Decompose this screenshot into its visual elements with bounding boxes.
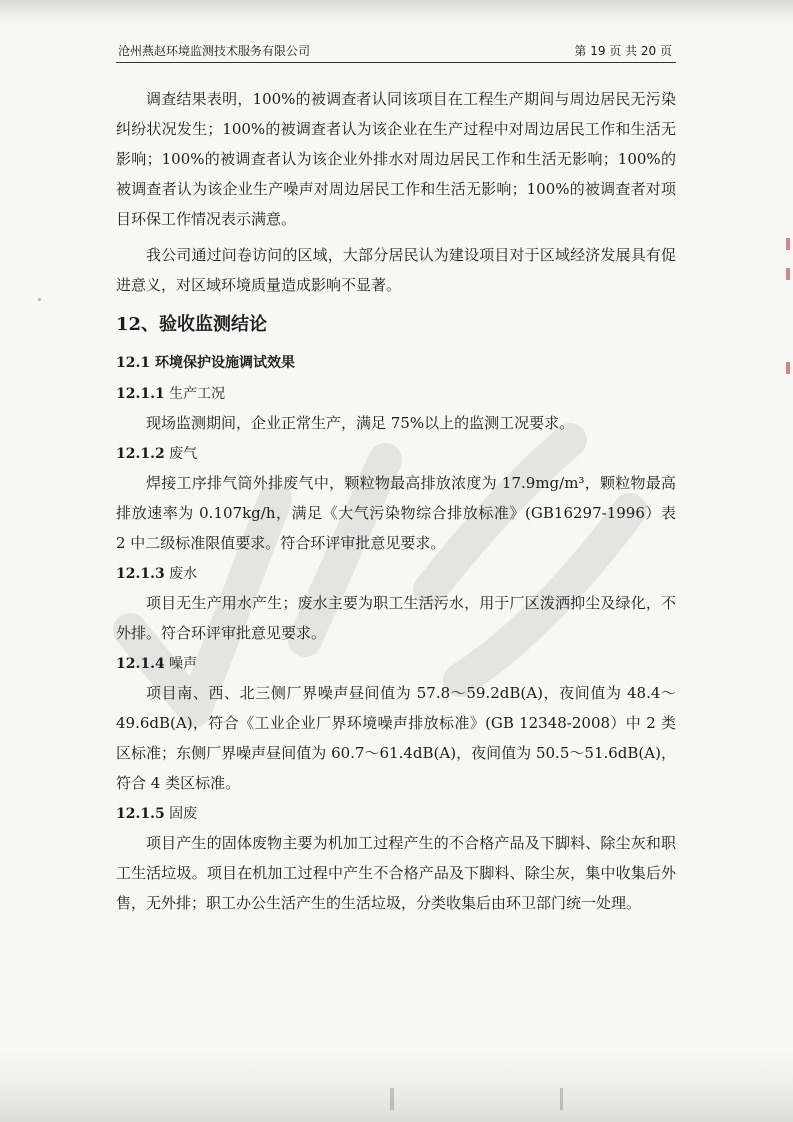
edge-stamp-mark (786, 362, 790, 374)
heading-number: 12.1.4 (116, 656, 165, 672)
subsubsection-heading-solid-waste (116, 800, 676, 828)
main-content (116, 84, 676, 918)
heading-title: 固废 (169, 806, 198, 822)
subsection-heading: 12.1 环境保护设施调试效果 (116, 355, 295, 371)
survey-result-paragraph: 调查结果表明，100%的被调查者认同该项目在工程生产期间与周边居民无污染纠纷状况发生；100%的被调查者认为该企业在生产过程中对周边居民工作和生活无影响；100%的被调查者认为该企业外排水对周边居民工作和生活无影响；100%的被调查者认为该企业生产噪声对周边居民工作和生活无影响；100%的被调查者对项目环保工作情况表示满意。 (116, 90, 676, 228)
heading-number: 12.1.1 (116, 386, 165, 402)
edge-stamp-mark (786, 238, 790, 250)
company-name: 沧州燕赵环境监测技术服务有限公司 (118, 44, 311, 58)
scan-shadow-bottom (0, 1052, 793, 1122)
heading-number: 12.1.5 (116, 806, 165, 822)
exhaust-paragraph: 焊接工序排气筒外排废气中，颗粒物最高排放浓度为 17.9mg/m³，颗粒物最高排放速率为 0.107kg/h，满足《大气污染物综合排放标准》(GB16297-1996）表 2 中二级标准限值要求。符合环评审批意见要求。 (116, 474, 676, 552)
heading-number: 12.1.3 (116, 566, 165, 582)
noise-paragraph: 项目南、西、北三侧厂界噪声昼间值为 57.8～59.2dB(A)，夜间值为 48.4～49.6dB(A)，符合《工业企业厂界环境噪声排放标准》(GB 12348-2008）中 2 类区标准；东侧厂界噪声昼间值为 60.7～61.4dB(A)，夜间值为 50.5～51.6dB(A)，符合 4 类区标准。 (116, 684, 676, 792)
scan-binding-mark (390, 1088, 394, 1110)
heading-title: 废气 (169, 446, 198, 462)
production-paragraph: 现场监测期间，企业正常生产，满足 75%以上的监测工况要求。 (146, 414, 575, 432)
survey-region-paragraph: 我公司通过问卷访问的区域，大部分居民认为建设项目对于区域经济发展具有促进意义，对区域环境质量造成影响不显著。 (116, 246, 676, 294)
subsubsection-heading-noise (116, 650, 676, 678)
scan-speck (38, 298, 41, 301)
heading-title: 噪声 (169, 656, 198, 672)
edge-stamp-mark (786, 268, 790, 280)
subsubsection-heading-wastewater (116, 560, 676, 588)
solid-waste-paragraph: 项目产生的固体废物主要为机加工过程产生的不合格产品及下脚料、除尘灰和职工生活垃圾。项目在机加工过程中产生不合格产品及下脚料、除尘灰，集中收集后外售，无外排；职工办公生活产生的生活垃圾，分类收集后由环卫部门统一处理。 (116, 834, 676, 912)
heading-number: 12.1.2 (116, 446, 165, 462)
scan-binding-mark (560, 1088, 563, 1110)
heading-title: 废水 (169, 566, 198, 582)
scan-shadow-top (0, 0, 793, 22)
heading-title: 生产工况 (169, 386, 226, 402)
page-header (116, 40, 676, 63)
wastewater-paragraph: 项目无生产用水产生；废水主要为职工生活污水，用于厂区泼洒抑尘及绿化，不外排。符合环评审批意见要求。 (116, 594, 676, 642)
subsubsection-heading-production (116, 380, 676, 408)
section-heading: 12、验收监测结论 (116, 314, 268, 335)
subsubsection-heading-exhaust (116, 440, 676, 468)
page-number: 第 19 页 共 20 页 (574, 44, 672, 58)
